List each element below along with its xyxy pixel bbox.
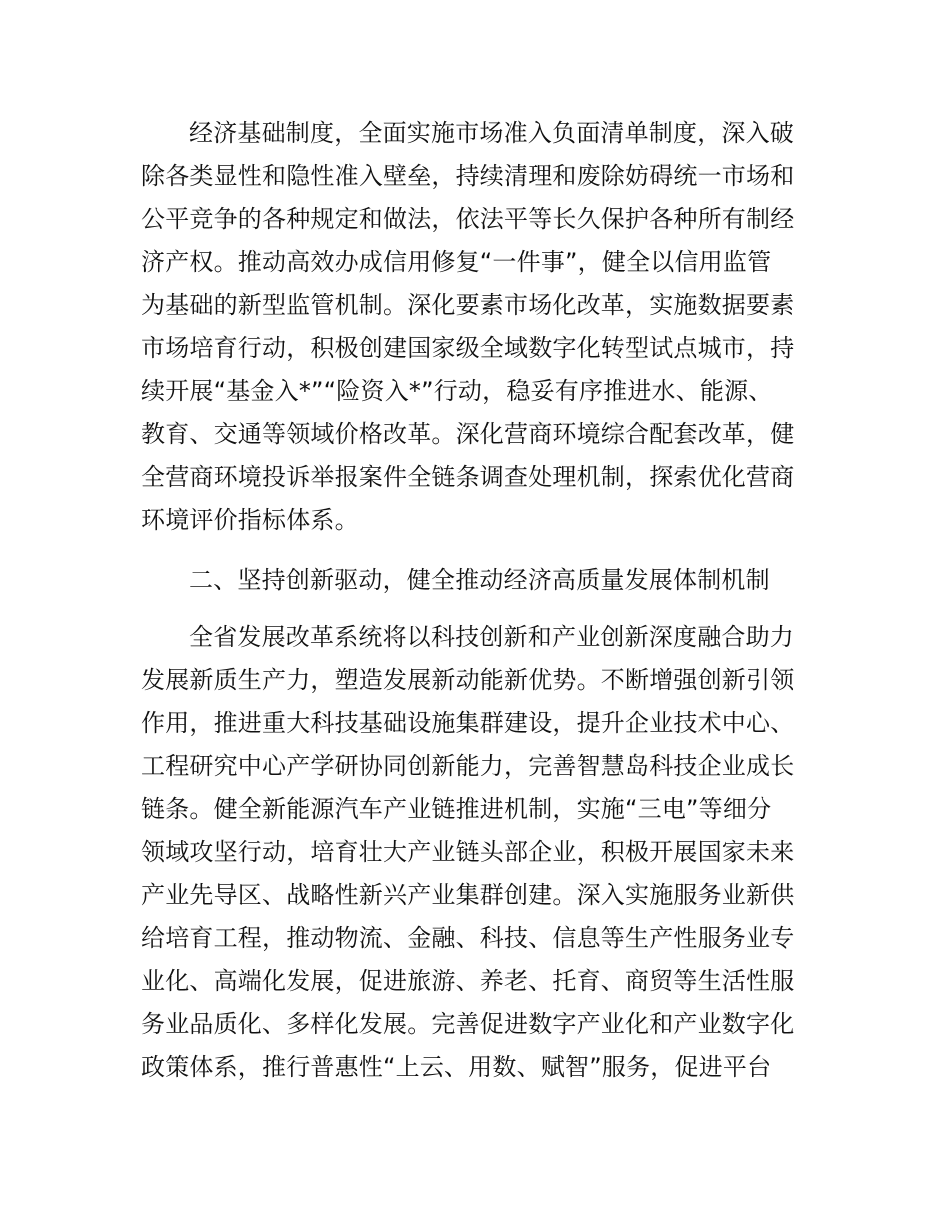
paragraph-1-line-2: 除各类显性和隐性准入壁垒，持续清理和废除妨碍统一市场和 [141,162,795,190]
section-heading: 二、坚持创新驱动，健全推动经济高质量发展体制机制 [189,566,770,594]
paragraph-1-line-7: 续开展“基金入*”“险资入*”行动，稳妥有序推进水、能源、 [141,377,773,405]
paragraph-2-line-7: 产业先导区、战略性新兴产业集群创建。深入实施服务业新供 [141,881,795,909]
paragraph-1-line-6: 市场培育行动，积极创建国家级全域数字化转型试点城市，持 [141,334,795,362]
paragraph-1-line-3: 公平竞争的各种规定和做法，依法平等长久保护各种所有制经 [141,205,795,233]
paragraph-2-line-10: 务业品质化、多样化发展。完善促进数字产业化和产业数字化 [141,1010,795,1038]
paragraph-2-line-4: 工程研究中心产学研协同创新能力，完善智慧岛科技企业成长 [141,752,795,780]
paragraph-2-line-11: 政策体系，推行普惠性“上云、用数、赋智”服务，促进平台 [141,1053,772,1081]
paragraph-1-line-5: 为基础的新型监管机制。深化要素市场化改革，实施数据要素 [141,291,795,319]
paragraph-2-line-5: 链条。健全新能源汽车产业链推进机制，实施“三电”等细分 [141,795,772,823]
paragraph-2-line-9: 业化、高端化发展，促进旅游、养老、托育、商贸等生活性服 [141,967,795,995]
paragraph-2-line-2: 发展新质生产力，塑造发展新动能新优势。不断增强创新引领 [141,666,795,694]
paragraph-1-line-4: 济产权。推动高效办成信用修复“一件事”，健全以信用监管 [141,248,772,276]
paragraph-2-line-3: 作用，推进重大科技基础设施集群建设，提升企业技术中心、 [141,709,795,737]
paragraph-2-line-8: 给培育工程，推动物流、金融、科技、信息等生产性服务业专 [141,924,795,952]
paragraph-1-line-1: 经济基础制度，全面实施市场准入负面清单制度，深入破 [189,119,794,147]
paragraph-2-line-1: 全省发展改革系统将以科技创新和产业创新深度融合助力 [189,623,794,651]
paragraph-2-line-6: 领域攻坚行动，培育壮大产业链头部企业，积极开展国家未来 [141,838,795,866]
paragraph-1-line-8: 教育、交通等领域价格改革。深化营商环境综合配套改革，健 [141,420,795,448]
paragraph-1-line-9: 全营商环境投诉举报案件全链条调查处理机制，探索优化营商 [141,463,795,491]
paragraph-1-line-10: 环境评价指标体系。 [141,506,359,534]
